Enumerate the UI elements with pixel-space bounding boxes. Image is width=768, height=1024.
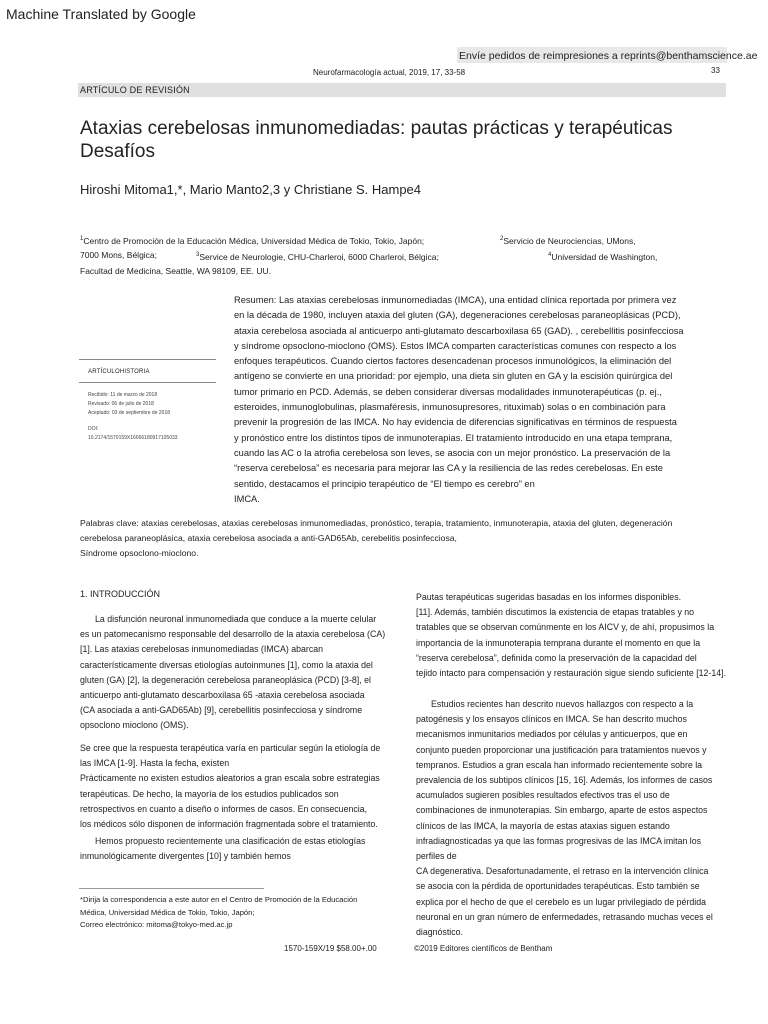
body-line: patogénesis y los ensayos clínicos en IMCA. Se han descrito muchos <box>416 714 687 725</box>
body-line: combinaciones de inmunoterapias. Sin embargo, aparte de estos aspectos <box>416 805 708 816</box>
body-line: es un patomecanismo responsable del desarrollo de la ataxia cerebelosa (CA) <box>80 629 386 640</box>
footer-issn: 1570-159X/19 $58.00+.00 <box>284 944 377 953</box>
body-line: tempranos. Estudios a gran escala han informado recientemente sobre la <box>416 759 703 770</box>
aff-sup: 4 <box>548 252 552 258</box>
right-paragraph-1 <box>416 590 726 681</box>
body-line: anticuerpo anti-glutamato descarboxilasa 65 -ataxia cerebelosa asociada <box>80 690 365 701</box>
right-paragraph-2 <box>416 697 713 940</box>
aff-sup: 1 <box>80 236 84 242</box>
affiliation-2 <box>500 232 636 248</box>
history-top-rule <box>79 359 216 360</box>
aff-text: Centro de Promoción de la Educación Médica, Universidad Médica de Tokio, Tokio, Japón; <box>83 235 425 246</box>
body-line: Pautas terapéuticas sugeridas basadas en los informes disponibles. <box>416 592 682 602</box>
body-line: conjunto pueden proporcionar una justificación para tratamientos nuevos y <box>416 744 707 755</box>
aff-text: Servicio de Neurociencias, UMons, <box>503 235 636 246</box>
body-line: Estudios recientes han descrito nuevos hallazgos con respecto a la <box>431 699 694 709</box>
body-line: mecanismos inmunitarios mediados por células y anticuerpos, que en <box>416 729 688 740</box>
reprint-notice: Envíe pedidos de reimpresiones a reprints@benthamscience.ae <box>459 50 758 62</box>
abstract-line: cuando las AC o la atrofia cerebelosa son leves, se asocia con un mejor pronóstico. La preservación de la <box>234 447 671 458</box>
body-line: perfiles de <box>416 851 457 862</box>
intro-heading: 1. INTRODUCCIÓN <box>80 589 161 599</box>
abstract-line: tumor primario en PCD. Además, se deben considerar diversas modalidades inmunoterapéuticas (p. ej., <box>234 386 662 397</box>
abstract-line: “reserva cerebelosa” es necesaria para mejorar las CA y la resiliencia de las redes cerebelosas. En este <box>234 463 663 474</box>
aff-sup: 3 <box>196 252 200 258</box>
history-revised: Revisado: 06 de julio de 2018 <box>88 401 154 407</box>
body-line: se asocia con la pérdida de oportunidades terapéuticas. Esto también se <box>416 881 700 892</box>
abstract-line: esteroides, inmunoglobulinas, plasmaféresis, inmunosupresores, rituximab) solas o en combinación para <box>234 402 666 413</box>
abstract-line: en la década de 1980, incluyen ataxia del gluten (GA), degeneraciones cerebelosas paraneoplásicas (PCD), <box>234 310 681 321</box>
affiliation-line-3: Facultad de Medicina, Seattle, WA 98109, EE. UU. <box>80 266 272 276</box>
body-line: “reserva cerebelosa”, definida como la preservación de la capacidad del <box>416 652 697 663</box>
affiliation-line-2: 7000 Mons, Bélgica; <box>80 250 158 260</box>
body-line: Se cree que la respuesta terapéutica varía en particular según la etiología de <box>80 743 381 753</box>
abstract-line: IMCA. <box>234 493 260 504</box>
body-line: Hemos propuesto recientemente una clasificación de estas etiologías <box>95 836 366 846</box>
body-line: La disfunción neuronal inmunomediada que conduce a la muerte celular <box>95 614 377 624</box>
abstract-line: prevenir la progresión de las IMCA. No hay evidencia de diferencias significativas en términos de respuesta <box>234 417 677 428</box>
body-line: tejido intacto para compensación y restauración sigue siendo suficiente [12-14]. <box>416 668 727 679</box>
body-line: tratables que se observan comúnmente en los AICV y, de ahí, propusimos la <box>416 622 715 633</box>
machine-translated-banner: Machine Translated by Google <box>6 6 196 22</box>
body-line: inmunológicamente divergentes [10] y también hemos <box>80 851 291 862</box>
abstract-line: enfoques terapéuticos. Cuando ciertos factores desencadenan procesos inmunológicos, la eliminación del <box>234 356 672 367</box>
history-doi-label: DOI: <box>88 426 99 432</box>
title-line: Desafíos <box>80 141 155 162</box>
affiliation-4 <box>548 248 657 264</box>
body-line: los médicos sólo disponen de información fragmentada sobre el tratamiento. <box>80 819 378 830</box>
footnote-line: *Dirija la correspondencia a este autor en el Centro de Promoción de la Educación <box>80 895 358 904</box>
body-line: [1]. Las ataxias cerebelosas inmunomediadas (IMCA) abarcan <box>80 644 324 655</box>
body-line: terapéuticas. De hecho, la mayoría de los estudios publicados son <box>80 788 339 799</box>
abstract-line: y pronóstico entre los distintos tipos de inmunoterapias. El tratamiento introducido en una etapa temprana, <box>234 432 673 443</box>
keywords-line: cerebelosa paraneoplásica, ataxia cerebelosa asociada a anti-GAD65Ab, cerebelitis posinfecciosa, <box>80 533 457 543</box>
title-line: Ataxias cerebelosas inmunomediadas: pautas prácticas y terapéuticas <box>80 118 673 139</box>
body-line: característicamente diversas etiologías autoinmunes [1], como la ataxia del <box>80 659 373 670</box>
aff-text: Service de Neurologie, CHU-Charleroi, 6000 Charleroi, Bélgica; <box>199 251 439 262</box>
paper-title <box>80 117 720 163</box>
body-line: clínicos de las IMCA, la mayoría de estas ataxias siguen estando <box>416 820 670 831</box>
body-line: CA degenerativa. Desafortunadamente, el retraso en la intervención clínica <box>416 866 709 877</box>
authors: Hiroshi Mitoma1,*, Mario Manto2,3 y Christiane S. Hampe4 <box>80 182 422 197</box>
body-line: explica por el hecho de que el cerebelo es un lugar privilegiado de pérdida <box>416 896 707 907</box>
abstract-line: y síndrome opsoclono-mioclono (OMS). Estos IMCA comparten características comunes con respecto a los <box>234 340 677 351</box>
affiliation-1 <box>80 232 424 248</box>
body-line: acumulados sugieren posibles resultados efectivos tras el uso de <box>416 790 670 801</box>
history-title: ARTÍCULOHISTORIA <box>88 369 150 375</box>
journal-citation: Neurofarmacología actual, 2019, 17, 33-58 <box>313 68 466 77</box>
footer-copyright: ©2019 Editores científicos de Bentham <box>414 944 553 953</box>
footnote-rule <box>79 888 264 889</box>
body-line: las IMCA [1-9]. Hasta la fecha, existen <box>80 758 230 769</box>
body-line: diagnóstico. <box>416 927 463 938</box>
abstract-line: sentido, destacamos el principio terapéutico de “El tiempo es cerebro” en <box>234 478 535 489</box>
history-accepted: Aceptado: 03 de septiembre de 2018 <box>88 410 171 416</box>
affiliation-3 <box>196 248 439 264</box>
keywords-line: Palabras clave: ataxias cerebelosas, ataxias cerebelosas inmunomediadas, pronóstico, terapia, tratamiento, inmunoterapia, ataxia del gluten, degeneración <box>80 518 673 528</box>
body-line: Prácticamente no existen estudios aleatorios a gran escala sobre estrategias <box>80 773 380 784</box>
abstract-line: antígeno se convierte en una prioridad: por ejemplo, una dieta sin gluten en GA y la escisión quirúrgica del <box>234 371 673 382</box>
left-paragraph-2 <box>80 741 380 832</box>
aff-sup: 2 <box>500 236 504 242</box>
body-line: [11]. Además, también discutimos la existencia de etapas tratables y no <box>416 607 695 618</box>
page-number: 33 <box>711 66 720 75</box>
footnote-line: Médica, Universidad Médica de Tokio, Tokio, Japón; <box>80 907 255 917</box>
history-mid-rule <box>79 382 216 383</box>
aff-text: Universidad de Washington, <box>551 251 658 262</box>
footnote-line: Correo electrónico: mitoma@tokyo-med.ac.jp <box>80 920 233 929</box>
correspondence-footnote <box>80 894 357 932</box>
section-label: ARTÍCULO DE REVISIÓN <box>80 85 190 95</box>
abstract <box>234 293 686 507</box>
left-paragraph-3 <box>80 834 365 864</box>
body-line: prevalencia de los subtipos clínicos [15, 16]. Además, los informes de casos <box>416 775 713 786</box>
abstract-line: ataxia cerebelosa asociada al anticuerpo anti-glutamato descarboxilasa 65 (GAD). , cerebellitis posinfecciosa <box>234 325 684 336</box>
left-paragraph-1 <box>80 612 385 734</box>
keywords-line: Síndrome opsoclono-mioclono. <box>80 548 199 558</box>
body-line: retrospectivos en cuanto a diseño o informes de casos. En consecuencia, <box>80 803 368 814</box>
abstract-line: Resumen: Las ataxias cerebelosas inmunomediadas (IMCA), una entidad clínica reportada por primera vez <box>234 295 677 305</box>
history-received: Recibido: 11 de marzo de 2018 <box>88 392 158 398</box>
body-line: importancia de la inmunoterapia temprana durante el momento en que la <box>416 637 701 648</box>
body-line: infradiagnosticadas ya que las formas progresivas de las IMCA imitan los <box>416 835 702 846</box>
body-line: opsoclono mioclono (OMS). <box>80 720 189 731</box>
body-line: (CA asociada a anti-GAD65Ab) [9], cerebellitis posinfecciosa y síndrome <box>80 705 363 716</box>
keywords <box>80 516 720 561</box>
body-line: gluten (GA) [2], la degeneración cerebelosa paraneoplásica (PCD) [3-8], el <box>80 674 371 685</box>
history-doi: 10.2174/1570159X16666180917105033 <box>88 435 178 441</box>
body-line: neuronal en un gran número de enfermedades, retrasando muchas veces el <box>416 911 713 922</box>
